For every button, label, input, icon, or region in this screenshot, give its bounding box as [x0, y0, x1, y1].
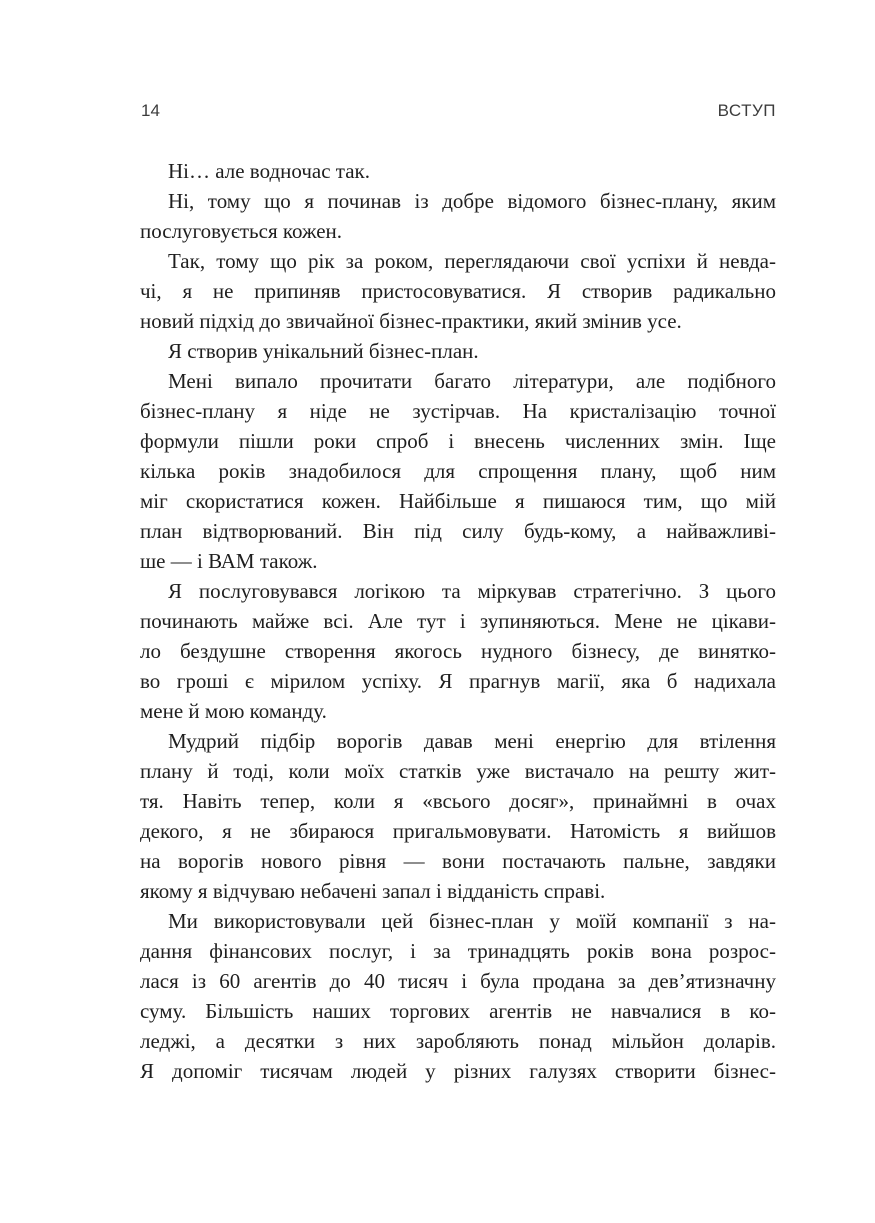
text-line: чі, я не припиняв пристосовуватися. Я створив радикально: [140, 279, 776, 303]
text-line: Я створив унікальний бізнес-план.: [168, 339, 479, 363]
page-number: 14: [141, 101, 160, 120]
running-head-title: ВСТУП: [717, 101, 776, 120]
text-line: Так, тому що рік за роком, переглядаючи свої успіхи й невда-: [168, 249, 776, 273]
text-line: лася із 60 агентів до 40 тисяч і була продана за дев’ятизначну: [140, 969, 776, 993]
text-line: Ми використовували цей бізнес-план у моїй компанії з на-: [168, 909, 776, 933]
text-line: тя. Навіть тепер, коли я «всього досяг», принаймні в очах: [140, 789, 776, 813]
page-header: [141, 100, 776, 122]
text-line: Ні… але водночас так.: [168, 159, 371, 183]
text-line: мене й мою команду.: [140, 699, 327, 723]
text-line: во гроші є мірилом успіху. Я прагнув магії, яка б надихала: [140, 669, 776, 693]
text-line: послуговується кожен.: [140, 219, 343, 243]
text-line: суму. Більшість наших торгових агентів не навчалися в ко-: [140, 999, 776, 1023]
text-line: Ні, тому що я починав із добре відомого бізнес-плану, яким: [168, 189, 776, 213]
body-text: [140, 156, 776, 1086]
text-line: Я послуговувався логікою та міркував стратегічно. З цього: [168, 579, 776, 603]
text-line: новий підхід до звичайної бізнес-практики, який змінив усе.: [140, 309, 682, 333]
text-line: починають майже всі. Але тут і зупиняються. Мене не цікави-: [140, 609, 776, 633]
text-line: формули пішли роки спроб і внесень численних змін. Іще: [140, 429, 776, 453]
text-line: міг скористатися кожен. Найбільше я пишаюся тим, що мій: [140, 489, 776, 513]
text-line: Мудрий підбір ворогів давав мені енергію для втілення: [168, 729, 776, 753]
text-line: на ворогів нового рівня — вони постачають пальне, завдяки: [140, 849, 776, 873]
text-line: Я допоміг тисячам людей у різних галузях створити бізнес-: [140, 1059, 776, 1083]
text-line: бізнес-плану я ніде не зустірчав. На кристалізацію точної: [140, 399, 776, 423]
text-line: дання фінансових послуг, і за тринадцять років вона розрос-: [140, 939, 776, 963]
text-line: план відтворюваний. Він під силу будь-кому, а найважливі-: [140, 519, 776, 543]
text-line: леджі, а десятки з них заробляють понад мільйон доларів.: [140, 1029, 776, 1053]
text-line: Мені випало прочитати багато літератури, але подібного: [168, 369, 776, 393]
text-line: ло бездушне створення якогось нудного бізнесу, де винятко-: [140, 639, 776, 663]
text-line: плану й тоді, коли моїх статків уже вистачало на решту жит-: [140, 759, 776, 783]
text-line: якому я відчуваю небачені запал і відданість справі.: [140, 879, 606, 903]
text-line: декого, я не збираюся пригальмовувати. Натомість я вийшов: [140, 819, 776, 843]
text-line: кілька років знадобилося для спрощення плану, щоб ним: [140, 459, 776, 483]
text-line: ше — і ВАМ також.: [140, 549, 318, 573]
